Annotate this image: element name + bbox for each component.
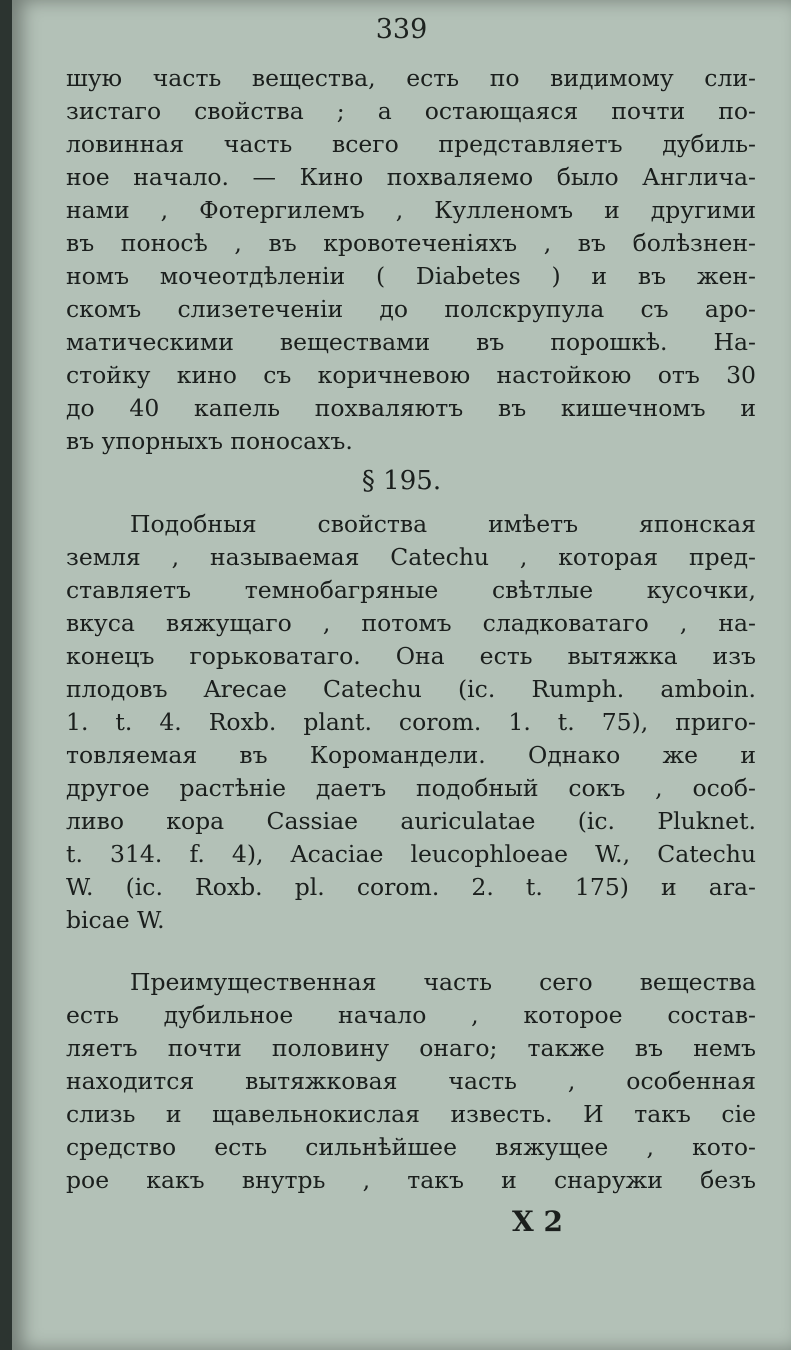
book-page: [12, 0, 791, 1350]
text-line: земля , называемая Catechu , которая пред-: [66, 543, 756, 571]
section-heading: § 195.: [361, 466, 442, 496]
text-line: 1. t. 4. Roxb. plant. corom. 1. t. 75), приго-: [66, 708, 756, 736]
paragraph-3: [66, 966, 756, 1197]
text-line: ливо кора Cassiae auriculatae (ic. Pluknet.: [66, 807, 756, 835]
text-line: въ упорныхъ поносахъ.: [66, 427, 353, 455]
text-line: Преимущественная часть сего вещества: [130, 968, 756, 996]
text-line: скомъ слизетеченiи до полскрупула съ аро-: [66, 295, 756, 323]
text-line: находится вытяжковая часть , особенная: [66, 1067, 756, 1095]
text-line: въ поносѣ , въ кровотеченiяхъ , въ болѣзнен-: [66, 229, 756, 257]
paragraph-2: [66, 508, 756, 937]
paragraph-1: [66, 62, 756, 458]
text-line: bicae W.: [66, 906, 165, 934]
text-line: средство есть сильнѣйшее вяжущее , кото-: [66, 1133, 756, 1161]
text-line: товляемая въ Коромандели. Однако же и: [66, 741, 756, 769]
text-line: вкуса вяжущаго , потомъ сладковатаго , на-: [66, 609, 756, 637]
text-line: ное начало. — Кино похваляемо было Англича-: [66, 163, 756, 191]
text-line: ставляетъ темнобагряные свѣтлые кусочки,: [66, 576, 756, 604]
text-line: другое растѣнiе даетъ подобный сокъ , особ-: [66, 774, 756, 802]
text-line: слизь и щавельнокислая известь. И такъ сiе: [66, 1100, 756, 1128]
text-line: шую часть вещества, есть по видимому сли-: [66, 64, 756, 92]
text-line: есть дубильное начало , которое состав-: [66, 1001, 756, 1029]
text-line: конецъ горьковатаго. Она есть вытяжка изъ: [66, 642, 756, 670]
text-line: нами , Фотергилемъ , Кулленомъ и другими: [66, 196, 756, 224]
page-number: 339: [375, 14, 428, 45]
text-line: Подобныя свойства имѣетъ японская: [130, 510, 756, 538]
text-line: матическими веществами въ порошкѣ. На-: [66, 328, 756, 356]
text-line: стойку кино съ коричневою настойкою отъ 30: [66, 361, 756, 389]
text-line: ловинная часть всего представляетъ дубиль-: [66, 130, 756, 158]
text-line: плодовъ Arecae Catechu (ic. Rumph. amboin.: [66, 675, 756, 703]
signature-mark: X 2: [512, 1205, 563, 1238]
text-line: t. 314. f. 4), Acaciae leucophloeae W., Catechu: [66, 840, 756, 868]
text-line: до 40 капель похваляютъ въ кишечномъ и: [66, 394, 756, 422]
text-line: номъ мочеотдѣленiи ( Diabetes ) и въ жен-: [66, 262, 756, 290]
text-line: рое какъ внутрь , такъ и снаружи безъ: [66, 1166, 756, 1194]
text-line: зистаго свойства ; а остающаяся почти по-: [66, 97, 756, 125]
text-line: ляетъ почти половину онаго; также въ немъ: [66, 1034, 756, 1062]
text-line: W. (ic. Roxb. pl. corom. 2. t. 175) и ara-: [66, 873, 756, 901]
